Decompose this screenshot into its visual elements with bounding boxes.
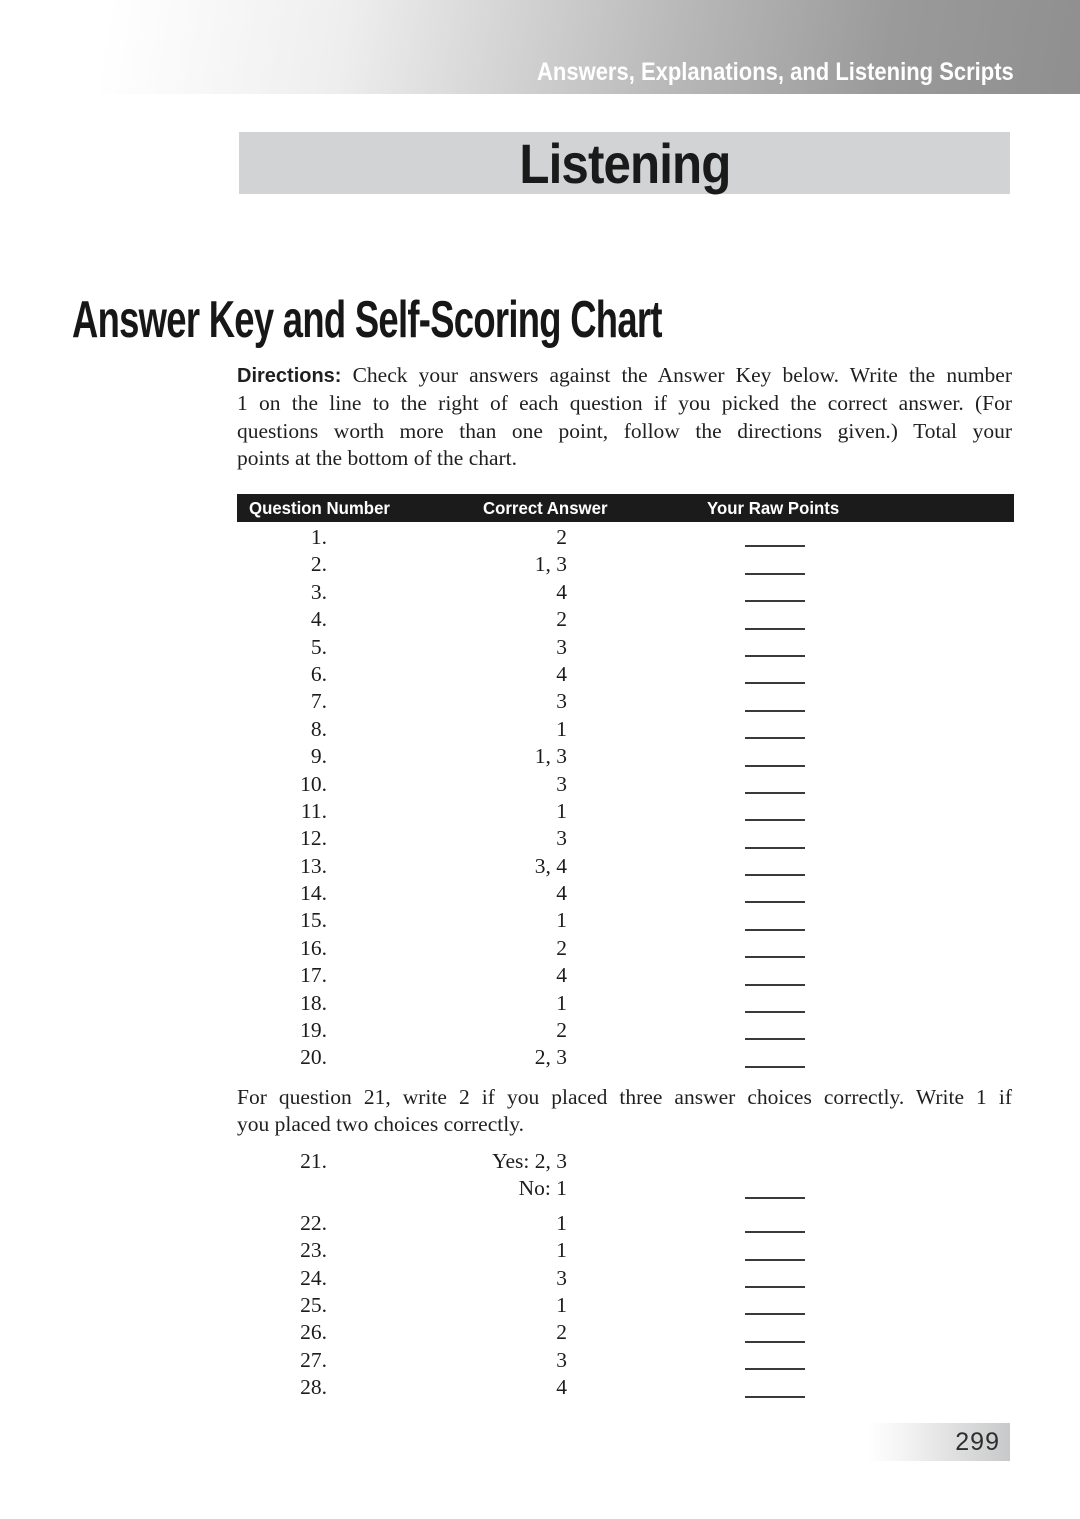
table-row (237, 579, 1014, 606)
correct-answer-cell: No: 1 (518, 1176, 567, 1201)
raw-points-cell (567, 1044, 1014, 1071)
table-row (237, 1237, 1014, 1264)
raw-points-blank-line (745, 710, 805, 712)
raw-points-cell (567, 1265, 1014, 1292)
question-number-cell: 7. (310, 689, 327, 714)
raw-points-blank-line (745, 984, 805, 986)
raw-points-blank-line (745, 847, 805, 849)
answer-table-rows-1-20 (237, 524, 1014, 1072)
correct-answer-cell: 3 (556, 771, 567, 796)
correct-answer-cell: 4 (556, 963, 567, 988)
question-number-cell: 16. (300, 935, 327, 960)
raw-points-cell (567, 551, 1014, 578)
question-number-cell: 24. (300, 1265, 327, 1290)
correct-answer-cell: 1 (556, 798, 567, 823)
raw-points-blank-line (745, 1313, 805, 1315)
correct-answer-cell: 2, 3 (534, 1045, 567, 1070)
answer-table-header (237, 494, 1014, 522)
correct-answer-cell: 3 (556, 826, 567, 851)
table-row (237, 880, 1014, 907)
page-number: 299 (955, 1427, 1000, 1456)
question-number-cell: 10. (300, 771, 327, 796)
table-row (237, 1044, 1014, 1071)
table-row (237, 661, 1014, 688)
column-header-correct-answer: Correct Answer (483, 498, 608, 518)
table-row (237, 1175, 1014, 1202)
table-row (237, 1017, 1014, 1044)
question-number-cell: 20. (300, 1045, 327, 1070)
raw-points-cell (567, 880, 1014, 907)
question-number-cell: 2. (310, 552, 327, 577)
directions-label: Directions: (237, 365, 342, 387)
raw-points-cell (567, 1210, 1014, 1237)
raw-points-blank-line (745, 737, 805, 739)
raw-points-blank-line (745, 628, 805, 630)
raw-points-cell (567, 743, 1014, 770)
raw-points-blank-line (745, 1066, 805, 1068)
section-banner (239, 132, 1010, 194)
raw-points-cell (567, 1292, 1014, 1319)
raw-points-blank-line (745, 1011, 805, 1013)
running-head-bar (0, 0, 1080, 94)
question-number-cell: 11. (300, 798, 327, 823)
question-number-cell: 18. (300, 990, 327, 1015)
question-number-cell: 19. (300, 1018, 327, 1043)
correct-answer-cell: 1 (556, 1210, 567, 1235)
correct-answer-cell: 4 (556, 1375, 567, 1400)
raw-points-blank-line (745, 956, 805, 958)
table-row (237, 825, 1014, 852)
table-row (237, 743, 1014, 770)
directions-line: points at the bottom of the chart. (237, 445, 518, 470)
question-number-cell: 28. (300, 1375, 327, 1400)
correct-answer-cell: 3 (556, 1347, 567, 1372)
question-number-cell: 1. (310, 525, 327, 549)
raw-points-cell (567, 935, 1014, 962)
question-number-cell: 22. (300, 1210, 327, 1235)
table-row (237, 1347, 1014, 1374)
question-number-cell: 6. (310, 661, 327, 686)
raw-points-blank-line (745, 1368, 805, 1370)
correct-answer-cell: 1 (556, 716, 567, 741)
directions-paragraph (237, 362, 1012, 472)
raw-points-blank-line (745, 1341, 805, 1343)
raw-points-cell (567, 907, 1014, 934)
note-line: For question 21, write 2 if you placed three answer choices correctly. Write 1 if (237, 1085, 1012, 1109)
question-number-cell: 4. (310, 607, 327, 632)
raw-points-cell (567, 1237, 1014, 1264)
raw-points-cell (567, 1347, 1014, 1374)
question-number-cell (237, 1175, 327, 1202)
table-row (237, 771, 1014, 798)
raw-points-cell (567, 1175, 1014, 1202)
question-number-cell: 25. (300, 1292, 327, 1317)
correct-answer-cell: 4 (556, 661, 567, 686)
correct-answer-cell: 2 (556, 1320, 567, 1345)
correct-answer-cell: 1, 3 (534, 552, 567, 577)
question-21-note (237, 1084, 1012, 1139)
question-number-cell: 9. (310, 744, 327, 769)
correct-answer-cell: 4 (556, 881, 567, 906)
table-row (237, 1148, 1014, 1175)
column-header-raw-points: Your Raw Points (707, 498, 840, 518)
table-row (237, 1210, 1014, 1237)
raw-points-cell (567, 990, 1014, 1017)
correct-answer-cell: 1 (556, 1292, 567, 1317)
table-row (237, 962, 1014, 989)
raw-points-blank-line (745, 1038, 805, 1040)
raw-points-cell (567, 634, 1014, 661)
question-number-cell: 23. (300, 1238, 327, 1263)
table-row (237, 990, 1014, 1017)
question-number-cell: 3. (310, 579, 327, 604)
raw-points-blank-line (745, 819, 805, 821)
note-line: you placed two choices correctly. (237, 1112, 524, 1137)
raw-points-blank-line (745, 1231, 805, 1233)
question-number-cell: 26. (300, 1320, 327, 1345)
raw-points-cell (567, 606, 1014, 633)
answer-table-rows-21-28 (237, 1148, 1014, 1402)
running-head-title: Answers, Explanations, and Listening Scripts (537, 58, 1014, 86)
raw-points-blank-line (745, 655, 805, 657)
column-header-question-number: Question Number (249, 498, 390, 518)
correct-answer-cell: Yes: 2, 3 (492, 1149, 567, 1173)
correct-answer-cell: 1 (556, 908, 567, 933)
table-row (237, 716, 1014, 743)
raw-points-blank-line (745, 901, 805, 903)
raw-points-blank-line (745, 1197, 805, 1199)
correct-answer-cell: 1 (556, 1238, 567, 1263)
table-row (237, 907, 1014, 934)
table-row (237, 551, 1014, 578)
raw-points-cell (567, 798, 1014, 825)
raw-points-cell (567, 962, 1014, 989)
question-number-cell: 8. (310, 716, 327, 741)
section-banner-title: Listening (518, 131, 731, 195)
raw-points-cell (567, 825, 1014, 852)
raw-points-blank-line (745, 765, 805, 767)
table-row (237, 935, 1014, 962)
table-row (237, 688, 1014, 715)
question-number-cell: 15. (300, 908, 327, 933)
table-row (237, 1319, 1014, 1346)
directions-text: Check your answers against the Answer Key below. Write the number (341, 363, 1012, 387)
directions-line: questions worth more than one point, follow the directions given.) Total your (237, 418, 1012, 443)
raw-points-blank-line (745, 600, 805, 602)
table-row (237, 634, 1014, 661)
raw-points-cell (567, 524, 1014, 551)
correct-answer-cell: 2 (556, 525, 567, 549)
correct-answer-cell: 2 (556, 607, 567, 632)
correct-answer-cell: 4 (556, 579, 567, 604)
correct-answer-cell: 3 (556, 634, 567, 659)
raw-points-cell (567, 716, 1014, 743)
correct-answer-cell: 2 (556, 1018, 567, 1043)
directions-line: 1 on the line to the right of each question if you picked the correct answer. (For (237, 391, 1012, 416)
table-row (237, 1265, 1014, 1292)
correct-answer-cell: 2 (556, 935, 567, 960)
raw-points-blank-line (745, 874, 805, 876)
correct-answer-cell: 1 (556, 990, 567, 1015)
raw-points-cell (567, 579, 1014, 606)
raw-points-blank-line (745, 792, 805, 794)
correct-answer-cell: 1, 3 (534, 744, 567, 769)
page-number-tab (868, 1423, 1010, 1461)
question-number-cell: 5. (310, 634, 327, 659)
correct-answer-cell: 3 (556, 689, 567, 714)
question-number-cell: 14. (300, 881, 327, 906)
page-title: Answer Key and Self-Scoring Chart (72, 291, 662, 349)
raw-points-cell (567, 1319, 1014, 1346)
table-row (237, 798, 1014, 825)
raw-points-cell (567, 771, 1014, 798)
raw-points-blank-line (745, 929, 805, 931)
raw-points-cell (567, 661, 1014, 688)
table-row (237, 1292, 1014, 1319)
raw-points-cell (567, 853, 1014, 880)
question-number-cell: 13. (300, 853, 327, 878)
correct-answer-cell: 3, 4 (534, 853, 567, 878)
raw-points-blank-line (745, 1396, 805, 1398)
correct-answer-cell: 3 (556, 1265, 567, 1290)
raw-points-blank-line (745, 1259, 805, 1261)
raw-points-blank-line (745, 573, 805, 575)
table-row (237, 853, 1014, 880)
table-row (237, 606, 1014, 633)
raw-points-cell (567, 1017, 1014, 1044)
raw-points-blank-line (745, 682, 805, 684)
question-number-cell: 17. (300, 963, 327, 988)
table-row (237, 524, 1014, 551)
raw-points-cell (567, 688, 1014, 715)
table-row (237, 1374, 1014, 1401)
question-number-cell: 27. (300, 1347, 327, 1372)
question-number-cell: 21. (300, 1149, 327, 1173)
raw-points-cell (567, 1374, 1014, 1401)
question-number-cell: 12. (300, 826, 327, 851)
directions-line (237, 362, 1012, 390)
raw-points-blank-line (745, 545, 805, 547)
raw-points-blank-line (745, 1286, 805, 1288)
raw-points-cell (567, 1148, 1014, 1175)
